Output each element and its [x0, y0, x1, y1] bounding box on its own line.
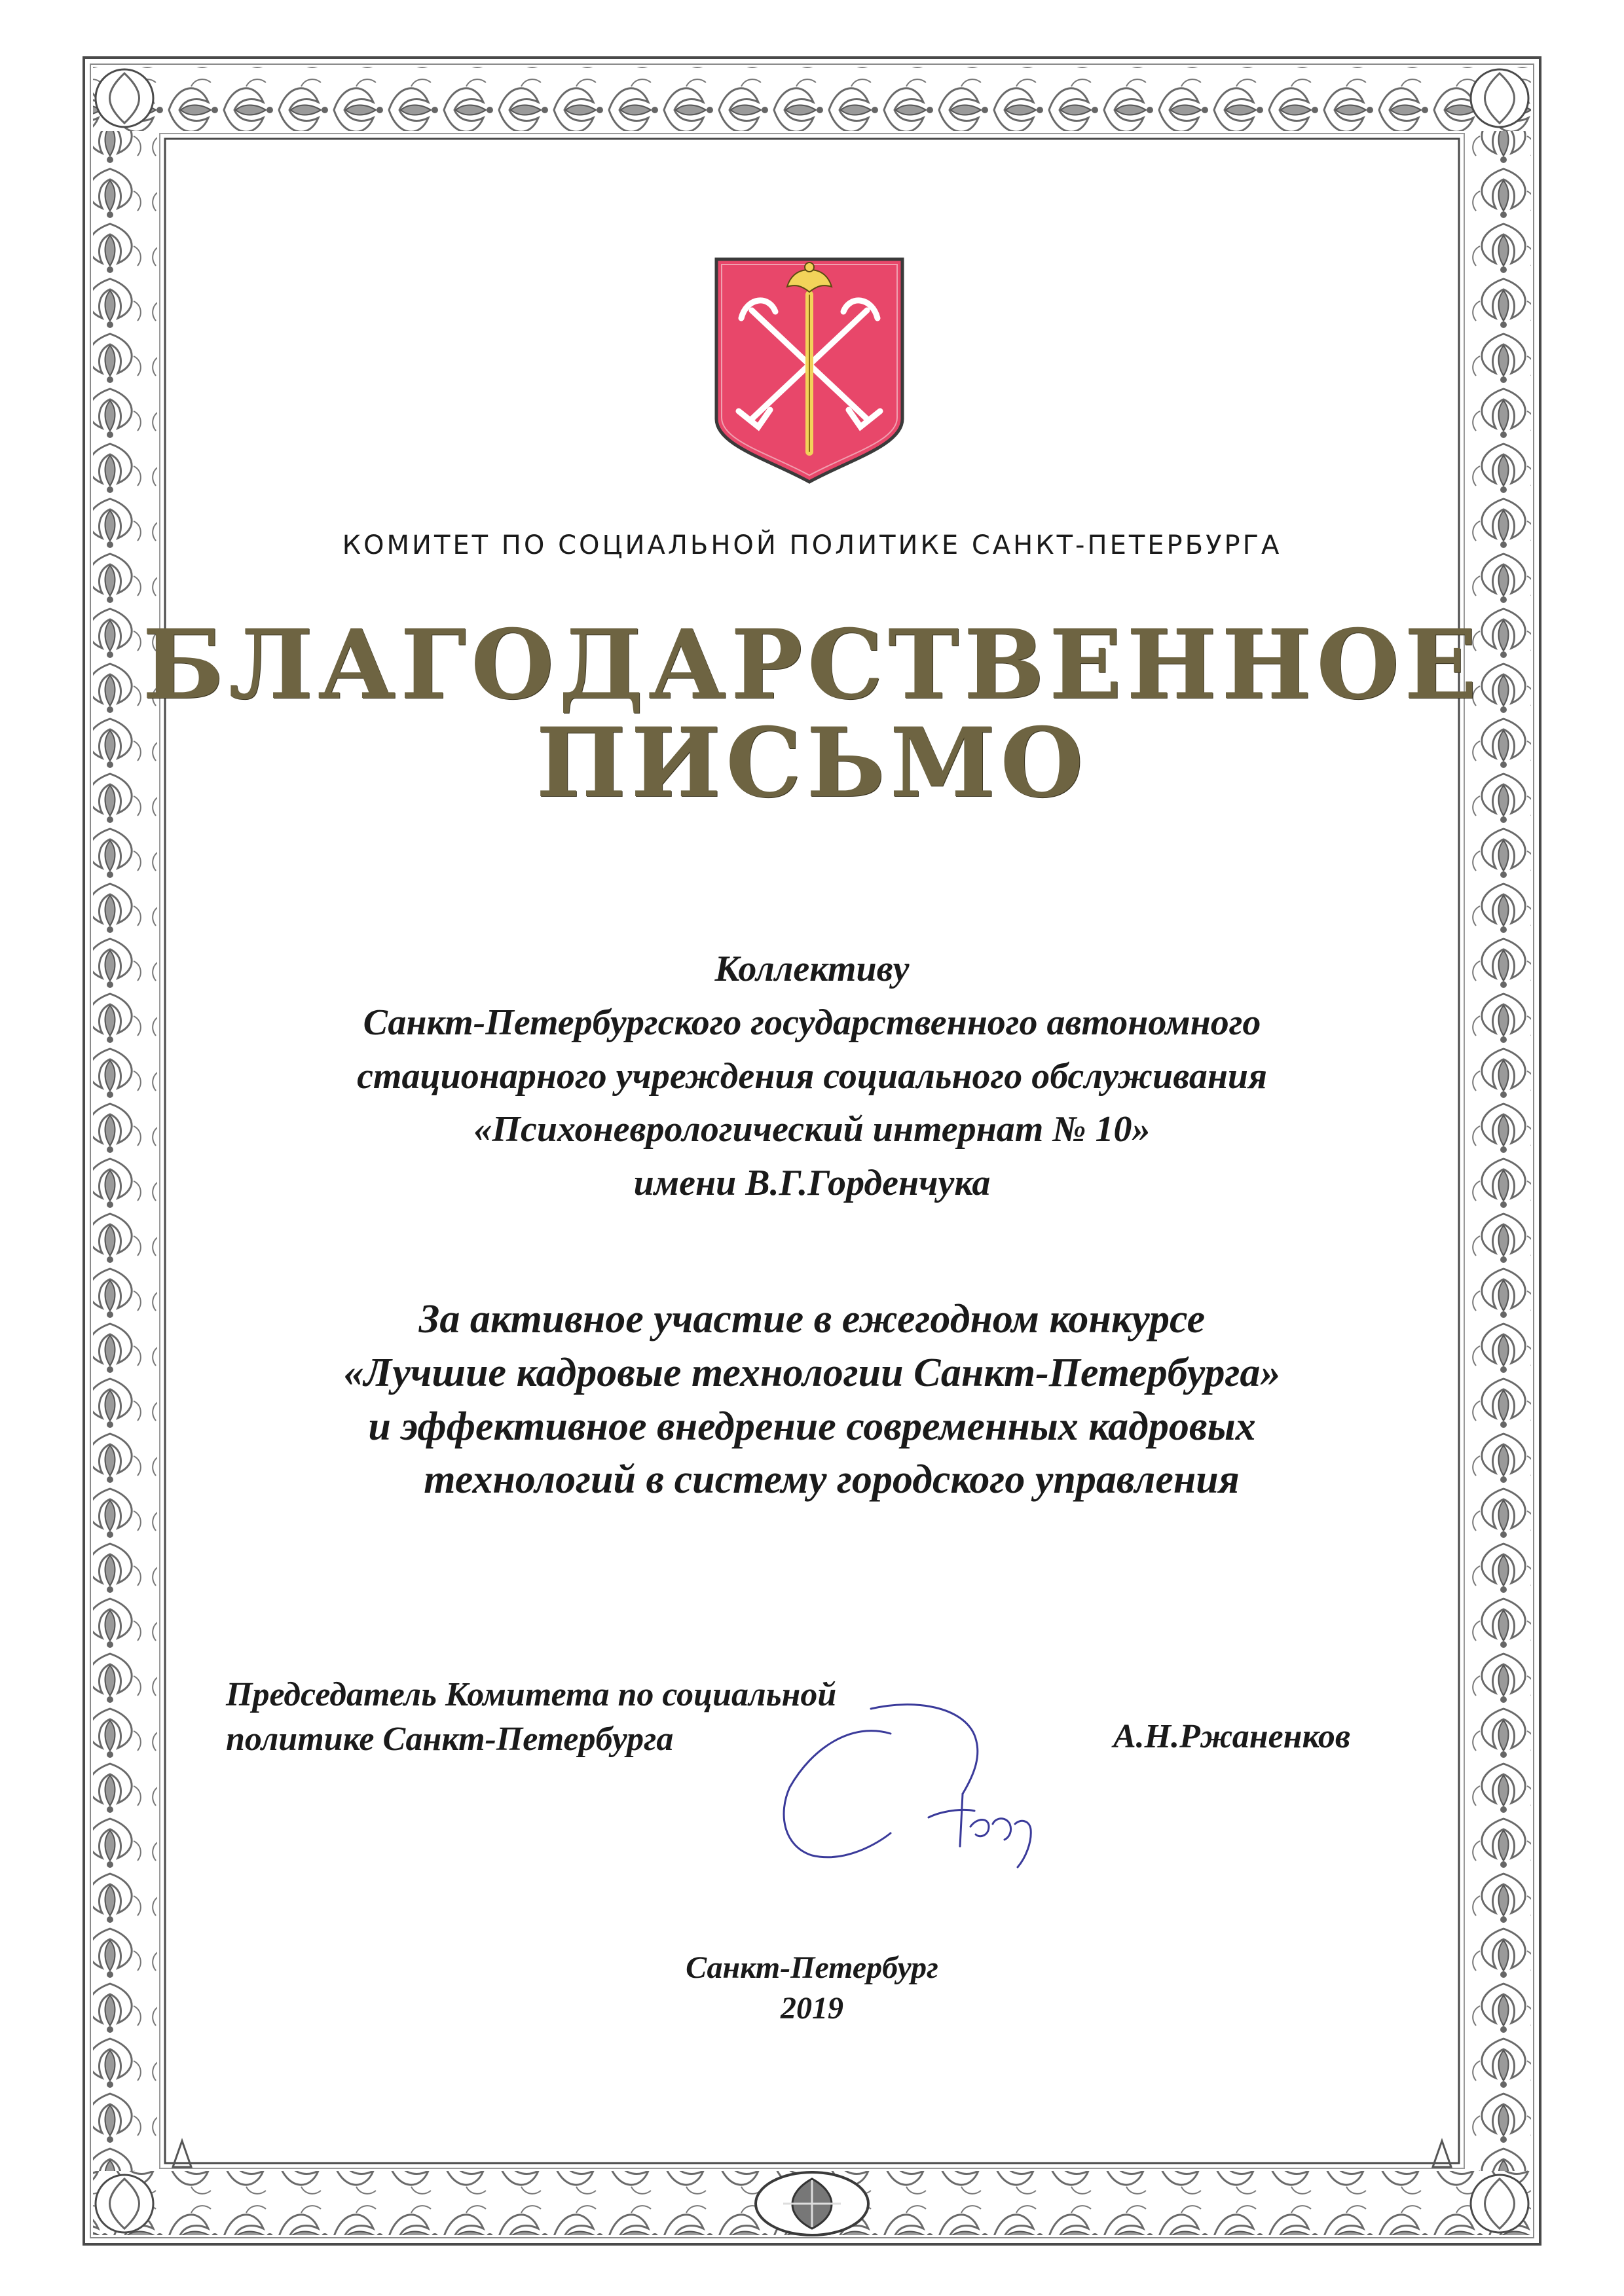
- recipient-line: Коллективу: [714, 949, 910, 989]
- recipient-line: стационарного учреждения социального обслуживания: [357, 1055, 1267, 1097]
- signature-icon: [766, 1696, 1067, 1879]
- signatory-name: А.Н.Ржаненков: [1113, 1718, 1351, 1755]
- recipient-line: Санкт-Петербургского государственного автономного: [363, 1002, 1261, 1043]
- reason-line: технологий в систему городского управления: [424, 1457, 1240, 1503]
- signatory-position: [226, 1673, 836, 1761]
- recipient-line: «Психоневрологический интернат № 10»: [473, 1109, 1151, 1150]
- recipient-line: имени В.Г.Горденчука: [633, 1163, 991, 1203]
- place-year: 2019: [781, 1991, 843, 2026]
- place-and-year: [0, 1948, 1624, 2030]
- reason-line: и эффективное внедрение современных кадровых: [368, 1404, 1256, 1449]
- signatory-position-line: политике Санкт-Петербурга: [226, 1720, 674, 1758]
- title-line-1: БЛАГОДАРСТВЕННОЕ: [142, 609, 1482, 721]
- reason-line: «Лучшие кадровые технологии Санкт-Петербурга»: [343, 1350, 1281, 1395]
- reason-line: За активное участие в ежегодном конкурсе: [418, 1297, 1206, 1341]
- coat-of-arms-icon: [712, 255, 906, 486]
- committee-name: КОМИТЕТ ПО СОЦИАЛЬНОЙ ПОЛИТИКЕ САНКТ-ПЕТЕРБУРГА: [342, 530, 1282, 560]
- reason-block: [131, 1293, 1493, 1507]
- signatory-position-line: Председатель Комитета по социальной: [226, 1676, 837, 1713]
- place-city: Санкт-Петербург: [686, 1950, 938, 1985]
- title-line-2: ПИСЬМО: [536, 707, 1088, 819]
- recipient-block: [131, 943, 1493, 1211]
